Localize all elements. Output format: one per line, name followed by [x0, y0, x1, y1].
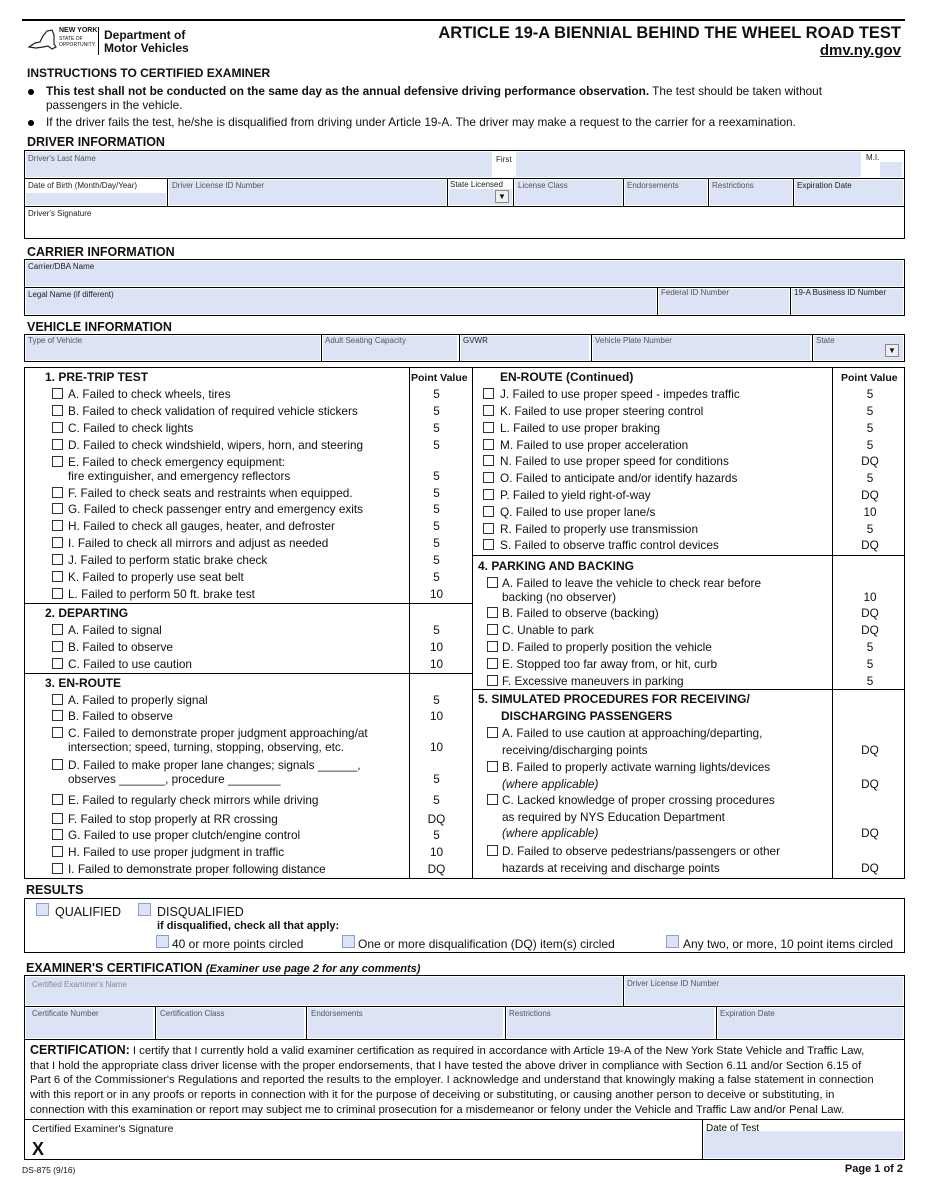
enroute_cont-item-point-value: 5 — [866, 404, 874, 418]
enroute-item-text: intersection; speed, turning, stopping, observing, etc. — [68, 740, 345, 754]
departing-item-text: A. Failed to signal — [68, 623, 162, 637]
enroute-item-text: F. Failed to stop properly at RR crossing — [68, 812, 278, 826]
instruction-1-line2: passengers in the vehicle. — [46, 98, 183, 112]
certification-line-4: with this report or in any proofs or reports in connection with it for the purpose of deceiving or substituting, or causing another person to deceive or substituting, in — [30, 1089, 835, 1102]
parking-item-point-value: 5 — [866, 674, 874, 688]
mi-field[interactable] — [880, 162, 902, 177]
enroute-item-text: B. Failed to observe — [68, 709, 173, 723]
simulated-item-text: (where applicable) — [502, 776, 599, 791]
pretrip-item-point-value: 5 — [433, 486, 440, 500]
parking-item-checkbox[interactable] — [487, 675, 498, 686]
disqualified-label: DISQUALIFIED — [157, 905, 244, 919]
examiner-license-label: Driver License ID Number — [627, 979, 720, 988]
parking-item-checkbox[interactable] — [487, 577, 498, 588]
pretrip-item-text: I. Failed to check all mirrors and adjust as needed — [68, 536, 329, 550]
enroute_cont-item-text: J. Failed to use proper speed - impedes traffic — [500, 387, 740, 401]
endorsements-label: Endorsements — [627, 181, 679, 190]
enroute_cont-item-text: M. Failed to use proper acceleration — [500, 438, 689, 452]
enroute-item-checkbox[interactable] — [52, 694, 63, 705]
carrier-info-heading: CARRIER INFORMATION — [27, 245, 175, 259]
forty-points-checkbox[interactable] — [156, 935, 169, 948]
pretrip-item-checkbox[interactable] — [52, 554, 63, 565]
simulated-item-text: receiving/discharging points — [502, 742, 648, 757]
pretrip-item-point-value: 5 — [433, 570, 440, 584]
enroute_cont-item-text: N. Failed to use proper speed for conditions — [500, 454, 729, 468]
form-number: DS-875 (9/16) — [22, 1165, 76, 1175]
enroute_cont-item-point-value: 5 — [866, 421, 874, 435]
enroute_cont-item-point-value: DQ — [861, 454, 879, 468]
ny-state-logo — [26, 26, 98, 54]
examiner-endorsements-label: Endorsements — [311, 1009, 363, 1018]
license-class-label: License Class — [518, 181, 568, 190]
enroute_cont-item-text: R. Failed to properly use transmission — [500, 522, 699, 536]
enroute_cont-item-checkbox[interactable] — [483, 439, 494, 450]
simulated-item-text: as required by NYS Education Department — [502, 809, 725, 824]
pretrip-item-text: G. Failed to check passenger entry and emergency exits — [68, 502, 364, 516]
enroute_cont-item-checkbox[interactable] — [483, 405, 494, 416]
pretrip-item-point-value: 5 — [433, 553, 440, 567]
instructions-heading: INSTRUCTIONS TO CERTIFIED EXAMINER — [27, 66, 271, 80]
simulated-item-point-value: DQ — [861, 860, 879, 875]
pretrip-item-text: E. Failed to check emergency equipment: — [68, 455, 286, 469]
certification-line-3: Part 6 of the Commissioner's Regulations and reported the results to the employer. I acknowledge and understand that knowingly making a false statement in connection — [30, 1074, 874, 1087]
pretrip-item-text: J. Failed to perform static brake check — [68, 553, 268, 567]
enroute_cont-item-checkbox[interactable] — [483, 472, 494, 483]
examiner-heading-text: EXAMINER'S CERTIFICATION — [26, 961, 203, 975]
enroute_cont-item-point-value: 5 — [866, 522, 874, 536]
pretrip-item-point-value: 5 — [433, 536, 440, 550]
parking-item-point-value: 5 — [866, 657, 874, 671]
instruction-1-bold: This test shall not be conducted on the same day as the annual defensive driving performance observation. — [46, 84, 650, 98]
last-name-label: Driver's Last Name — [28, 154, 96, 163]
department-name — [104, 29, 189, 55]
pretrip-item-checkbox[interactable] — [52, 588, 63, 599]
enroute-item-point-value: 10 — [429, 845, 444, 859]
website-link[interactable]: dmv.ny.gov — [819, 42, 901, 59]
bullet-icon — [28, 89, 34, 95]
parking-item-text: backing (no observer) — [502, 590, 617, 604]
enroute_cont-item-text: P. Failed to yield right-of-way — [500, 488, 651, 502]
expiration-label: Expiration Date — [797, 181, 852, 190]
federal-id-label: Federal ID Number — [661, 288, 730, 297]
plate-number-label: Vehicle Plate Number — [595, 336, 672, 345]
parking-item-checkbox[interactable] — [487, 658, 498, 669]
enroute_cont-item-point-value: 5 — [866, 471, 874, 485]
pretrip-item-point-value: 10 — [429, 587, 444, 601]
pretrip-item-point-value: 5 — [433, 421, 440, 435]
certification-line-2: that I hold the appropriate class driver license with the proper endorsements, that I have tested the above driver in compliance with Section 6.11 and/or Section 6.15 of — [30, 1059, 862, 1072]
dob-label: Date of Birth (Month/Day/Year) — [28, 181, 138, 190]
departing-item-point-value: 10 — [429, 640, 444, 654]
instruction-2: If the driver fails the test, he/she is disqualified from driving under Article 19-A. The driver may make a request to the carrier for a reexamination. — [46, 115, 796, 129]
qualified-checkbox[interactable] — [36, 903, 49, 916]
parking-item-point-value: DQ — [861, 623, 879, 637]
examiner-signature-label: Certified Examiner's Signature — [32, 1123, 174, 1135]
simulated-item-text: B. Failed to properly activate warning lights/devices — [502, 760, 771, 774]
enroute_cont-item-checkbox[interactable] — [483, 422, 494, 433]
enroute_cont-item-checkbox[interactable] — [483, 489, 494, 500]
first-name-field[interactable] — [516, 152, 861, 177]
dept-line-1: Department of — [104, 28, 186, 42]
parking-item-point-value: DQ — [861, 606, 879, 620]
simulated-item-point-value: DQ — [861, 826, 879, 840]
qualified-label: QUALIFIED — [55, 905, 121, 919]
parking-item-text: A. Failed to leave the vehicle to check rear before — [502, 576, 762, 590]
certification-class-label: Certification Class — [160, 1009, 225, 1018]
pretrip-heading: 1. PRE-TRIP TEST — [45, 370, 149, 384]
certification-line-1: I certify that I currently hold a valid examiner certification as required in accordance with Article 19-A of the New York State Vehicle and Traffic Law, — [132, 1045, 865, 1057]
pretrip-item-checkbox[interactable] — [52, 439, 63, 450]
enroute_cont-item-point-value: DQ — [861, 488, 879, 502]
enroute-item-point-value: 5 — [433, 693, 440, 707]
departing-item-point-value: 10 — [429, 657, 444, 671]
simulated-item-text: C. Lacked knowledge of proper crossing procedures — [502, 793, 775, 807]
enroute-item-checkbox[interactable] — [52, 727, 63, 738]
enroute_cont-item-point-value: 5 — [866, 438, 874, 452]
ny-state-map-icon — [26, 27, 58, 53]
enroute_cont-item-text: O. Failed to anticipate and/or identify hazards — [500, 471, 738, 485]
pretrip-item-text: C. Failed to check lights — [68, 421, 194, 435]
date-of-test-field[interactable] — [704, 1131, 903, 1158]
enroute-item-checkbox[interactable] — [52, 794, 63, 805]
page-number: Page 1 of 2 — [844, 1163, 903, 1175]
pretrip-item-checkbox[interactable] — [52, 503, 63, 514]
first-name-label: First — [496, 155, 512, 164]
enroute_cont-item-text: K. Failed to use proper steering control — [500, 404, 704, 418]
mi-label: M.I. — [866, 153, 880, 162]
pretrip-item-checkbox[interactable] — [52, 487, 63, 498]
simulated-item-text: (where applicable) — [502, 826, 599, 840]
pretrip-item-checkbox[interactable] — [52, 537, 63, 548]
enroute-item-checkbox[interactable] — [52, 710, 63, 721]
simulated-item-text: D. Failed to observe pedestrians/passengers or other — [502, 844, 781, 858]
simulated-item-point-value: DQ — [861, 742, 879, 757]
pretrip-item-text: L. Failed to perform 50 ft. brake test — [68, 587, 255, 601]
departing-heading: 2. DEPARTING — [45, 606, 129, 620]
pretrip-item-checkbox[interactable] — [52, 405, 63, 416]
simulated-item-text: hazards at receiving and discharge points — [502, 860, 720, 875]
parking-item-checkbox[interactable] — [487, 641, 498, 652]
enroute-continued-heading: EN-ROUTE (Continued) — [500, 370, 634, 384]
enroute_cont-item-checkbox[interactable] — [483, 539, 494, 550]
point-value-header-left: Point Value — [411, 372, 468, 384]
enroute-item-point-value: 5 — [433, 828, 440, 842]
simulated-item-checkbox[interactable] — [487, 794, 498, 805]
date-of-test-label: Date of Test — [706, 1123, 760, 1134]
certification-statement — [30, 1043, 903, 1118]
parking-item-text: E. Stopped too far away from, or hit, curb — [502, 657, 718, 671]
enroute-item-text: A. Failed to properly signal — [68, 693, 208, 707]
enroute-item-checkbox[interactable] — [52, 846, 63, 857]
enroute_cont-item-checkbox[interactable] — [483, 388, 494, 399]
logo-line-2: STATE OF — [59, 36, 83, 42]
departing-item-text: B. Failed to observe — [68, 640, 173, 654]
instruction-1-rest: The test should be taken without — [652, 84, 823, 98]
legal-name-label: Legal Name (if different) — [28, 290, 114, 299]
pretrip-item-checkbox[interactable] — [52, 388, 63, 399]
simulated-item-text: A. Failed to use caution at approaching/departing, — [502, 726, 763, 740]
examiner-restrictions-label: Restrictions — [509, 1009, 551, 1018]
departing-item-checkbox[interactable] — [52, 658, 63, 669]
parking-item-text: D. Failed to properly position the vehicle — [502, 640, 712, 654]
certification-label: CERTIFICATION: — [30, 1043, 130, 1057]
pretrip-item-text: fire extinguisher, and emergency reflectors — [68, 469, 291, 483]
enroute_cont-item-point-value: DQ — [861, 538, 879, 552]
forty-points-label: 40 or more points circled — [172, 937, 304, 951]
pretrip-item-point-value: 5 — [433, 502, 440, 516]
parking-heading: 4. PARKING AND BACKING — [478, 559, 635, 573]
enroute_cont-item-text: Q. Failed to use proper lane/s — [500, 505, 656, 519]
ten-point-items-checkbox[interactable] — [666, 935, 679, 948]
results-heading: RESULTS — [26, 883, 84, 897]
simulated-heading-2: DISCHARGING PASSENGERS — [501, 709, 673, 723]
enroute_cont-item-point-value: 5 — [866, 387, 874, 401]
dq-item-checkbox[interactable] — [342, 935, 355, 948]
enroute_cont-item-text: S. Failed to observe traffic control devices — [500, 538, 719, 552]
vehicle-state-label: State — [816, 336, 835, 345]
departing-item-point-value: 5 — [433, 623, 440, 637]
pretrip-item-text: D. Failed to check windshield, wipers, horn, and steering — [68, 438, 364, 452]
dob-field[interactable] — [26, 193, 166, 205]
departing-item-text: C. Failed to use caution — [68, 657, 192, 671]
parking-item-point-value: 5 — [866, 640, 874, 654]
adult-seating-label: Adult Seating Capacity — [325, 336, 406, 345]
simulated-item-point-value: DQ — [861, 776, 879, 791]
carrier-dba-field[interactable] — [26, 261, 903, 286]
pretrip-item-checkbox[interactable] — [52, 456, 63, 467]
signature-x[interactable]: X — [32, 1139, 45, 1159]
license-id-label: Driver License ID Number — [172, 181, 265, 190]
enroute_cont-item-checkbox[interactable] — [483, 523, 494, 534]
pretrip-item-text: K. Failed to properly use seat belt — [68, 570, 244, 584]
enroute-item-point-value: 10 — [429, 740, 444, 754]
pretrip-item-point-value: 5 — [433, 519, 440, 533]
enroute-heading: 3. EN-ROUTE — [45, 676, 122, 690]
disqualified-checkbox[interactable] — [138, 903, 151, 916]
parking-item-text: C. Unable to park — [502, 623, 594, 637]
enroute-item-text: D. Failed to make proper lane changes; signals ______, — [68, 758, 361, 772]
gvwr-label: GVWR — [463, 336, 488, 345]
enroute-item-text: E. Failed to regularly check mirrors while driving — [68, 793, 319, 807]
enroute-item-point-value: DQ — [427, 812, 446, 826]
chevron-down-icon[interactable]: ▼ — [885, 344, 899, 357]
pretrip-item-text: H. Failed to check all gauges, heater, and defroster — [68, 519, 335, 533]
departing-item-checkbox[interactable] — [52, 624, 63, 635]
pretrip-item-checkbox[interactable] — [52, 520, 63, 531]
departing-item-checkbox[interactable] — [52, 641, 63, 652]
ten-point-items-label: Any two, or more, 10 point items circled — [683, 937, 894, 951]
bullet-icon — [28, 120, 34, 126]
pretrip-item-checkbox[interactable] — [52, 422, 63, 433]
enroute-item-checkbox[interactable] — [52, 813, 63, 824]
enroute-item-checkbox[interactable] — [52, 759, 63, 770]
legal-name-field[interactable] — [26, 289, 656, 314]
logo-line-3: OPPORTUNITY. — [59, 42, 96, 48]
examiner-heading-note: (Examiner use page 2 for any comments) — [205, 963, 421, 975]
simulated-item-checkbox[interactable] — [487, 845, 498, 856]
enroute-item-text: H. Failed to use proper judgment in traffic — [68, 845, 285, 859]
parking-item-text: B. Failed to observe (backing) — [502, 606, 659, 620]
pretrip-item-text: A. Failed to check wheels, tires — [68, 387, 231, 401]
pretrip-item-point-value: 5 — [433, 387, 440, 401]
if-disqualified-note: if disqualified, check all that apply: — [157, 920, 340, 932]
enroute-item-text: I. Failed to demonstrate proper following distance — [68, 862, 326, 876]
dq-item-label: One or more disqualification (DQ) item(s) circled — [358, 937, 615, 951]
enroute_cont-item-point-value: 10 — [863, 505, 877, 519]
point-value-header-right: Point Value — [841, 372, 898, 384]
driver-signature-label: Driver's Signature — [28, 209, 92, 218]
parking-item-text: F. Excessive maneuvers in parking — [502, 674, 684, 688]
simulated-item-checkbox[interactable] — [487, 727, 498, 738]
parking-item-checkbox[interactable] — [487, 607, 498, 618]
restrictions-label: Restrictions — [712, 181, 754, 190]
enroute-item-point-value: 5 — [433, 772, 440, 786]
enroute-item-point-value: 5 — [433, 793, 440, 807]
enroute_cont-item-checkbox[interactable] — [483, 506, 494, 517]
pretrip-item-text: F. Failed to check seats and restraints when equipped. — [68, 486, 353, 500]
vehicle-type-label: Type of Vehicle — [28, 336, 83, 345]
state-licensed-label: State Licensed — [450, 180, 503, 189]
enroute_cont-item-text: L. Failed to use proper braking — [500, 421, 661, 435]
enroute-item-point-value: DQ — [427, 862, 446, 876]
examiner-name-label: Certified Examiner's Name — [32, 980, 127, 989]
instruction-1 — [46, 84, 822, 98]
simulated-item-checkbox[interactable] — [487, 761, 498, 772]
enroute-item-checkbox[interactable] — [52, 863, 63, 874]
business-id-label: 19-A Business ID Number — [794, 288, 887, 297]
pretrip-item-checkbox[interactable] — [52, 571, 63, 582]
pretrip-item-point-value: 5 — [433, 404, 440, 418]
enroute-item-text: G. Failed to use proper clutch/engine control — [68, 828, 301, 842]
certificate-number-label: Certificate Number — [32, 1009, 99, 1018]
logo-line-1: NEW YORK — [59, 27, 98, 34]
certification-line-5: connection with this examination or report may subject me to criminal prosecution for a misdemeanor or felony under the Vehicle and Traffic Law and/or Penal Law. — [30, 1103, 845, 1116]
enroute-item-point-value: 10 — [429, 709, 444, 723]
parking-item-checkbox[interactable] — [487, 624, 498, 635]
driver-info-heading: DRIVER INFORMATION — [27, 135, 165, 149]
pretrip-item-point-value: 5 — [433, 438, 440, 452]
carrier-dba-label: Carrier/DBA Name — [28, 262, 95, 271]
enroute-item-checkbox[interactable] — [52, 829, 63, 840]
pretrip-item-text: B. Failed to check validation of required vehicle stickers — [68, 404, 358, 418]
enroute-item-text: C. Failed to demonstrate proper judgment approaching/at — [68, 726, 368, 740]
dept-line-2: Motor Vehicles — [104, 41, 189, 55]
examiner-heading — [26, 961, 420, 975]
form-title: ARTICLE 19-A BIENNIAL BEHIND THE WHEEL ROAD TEST — [438, 24, 901, 42]
parking-item-point-value: 10 — [863, 590, 877, 604]
examiner-expiration-label: Expiration Date — [720, 1009, 775, 1018]
enroute-item-text: observes _______, procedure ________ — [68, 772, 281, 786]
simulated-heading-1: 5. SIMULATED PROCEDURES FOR RECEIVING/ — [478, 692, 750, 706]
pretrip-item-point-value: 5 — [433, 469, 440, 483]
enroute_cont-item-checkbox[interactable] — [483, 455, 494, 466]
vehicle-info-heading: VEHICLE INFORMATION — [27, 320, 172, 334]
chevron-down-icon[interactable]: ▼ — [495, 190, 509, 203]
